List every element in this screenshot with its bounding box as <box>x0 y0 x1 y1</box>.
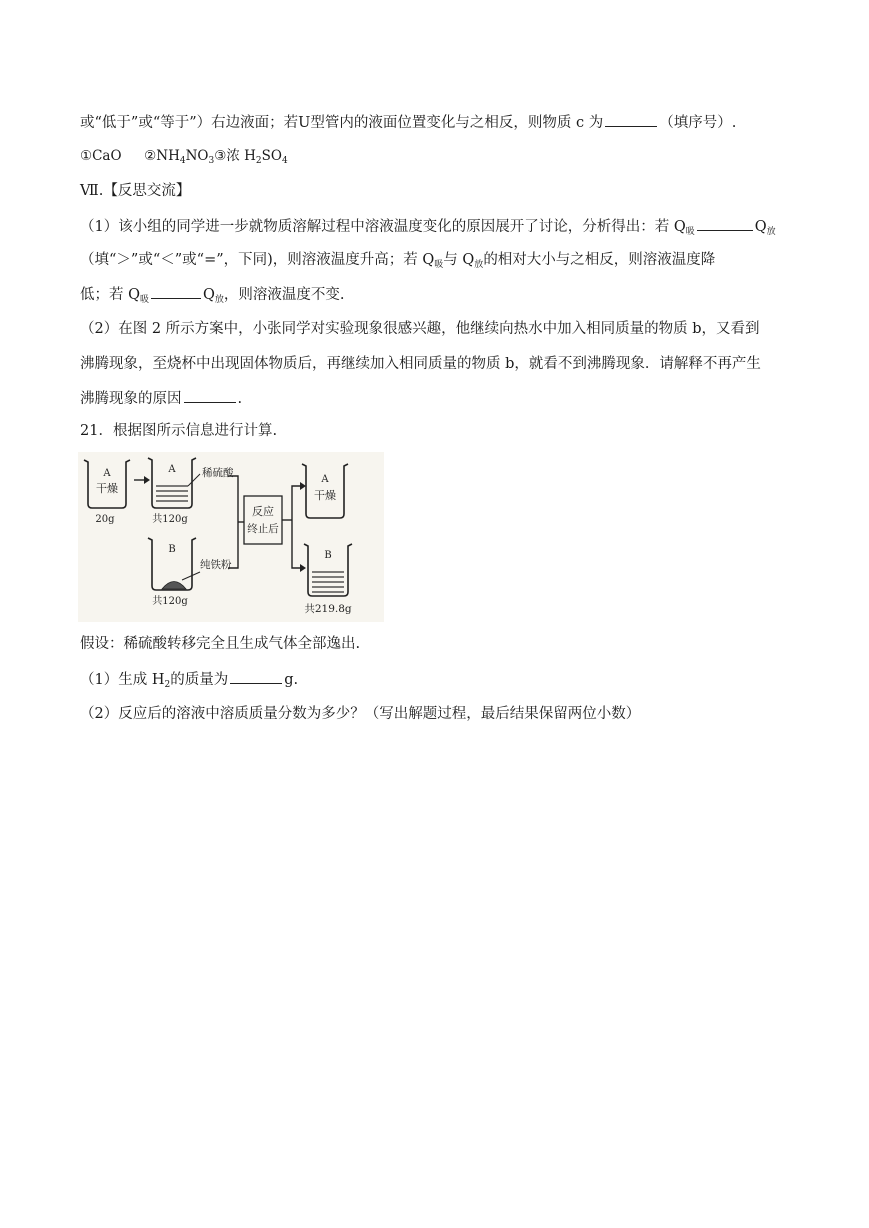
beaker-a-result <box>302 464 348 518</box>
sub-question-2: （2）反应后的溶液中溶质质量分数为多少？（写出解题过程，最后结果保留两位小数） <box>80 706 641 722</box>
bracket-connector <box>228 476 244 568</box>
answer-blank[interactable] <box>605 112 657 127</box>
beaker-b1-mass: 共120g <box>152 596 188 607</box>
question-1-line-2: （填“＞”或“＜”或“=”，下同)，则溶液温度升高；若 $Q_吸$与 $Q_放$的相对大小与之相反，则溶液温度降 <box>80 252 716 270</box>
experiment-diagram <box>78 452 384 622</box>
beaker-b2-label: B <box>324 550 332 561</box>
beaker-a2-label: A <box>168 464 176 475</box>
arrow-right-icon <box>134 476 150 484</box>
answer-blank-q1b[interactable] <box>151 284 201 299</box>
beaker-a1-label: A <box>103 468 111 479</box>
option-b: $②NH_4NO_3$ <box>144 148 215 166</box>
experiment-diagram-svg <box>78 452 384 622</box>
question-21-title: 21．根据图所示信息进行计算. <box>80 423 278 439</box>
answer-blank-q2[interactable] <box>184 388 236 403</box>
beaker-a2-mass: 共120g <box>152 514 188 525</box>
beaker-b-iron <box>148 538 232 607</box>
beaker-a1-mass: 20g <box>95 514 115 525</box>
reaction-box <box>244 496 282 544</box>
iron-label: 纯铁粉 <box>200 559 232 571</box>
beaker-b2-mass: 共219.8g <box>304 603 352 615</box>
paragraph-continuation <box>80 112 736 133</box>
reaction-text-1: 反应 <box>252 505 274 518</box>
paragraph-text: 或“低于”或“等于”）右边液面；若U型管内的液面位置变化与之相反，则物质 c 为 <box>80 115 604 131</box>
option-a: ①CaO <box>80 148 122 164</box>
beaker-a1-text: 干燥 <box>96 482 118 495</box>
beaker-b1-label: B <box>168 544 176 555</box>
arrow-to-results <box>282 482 306 572</box>
beaker-a-acid <box>148 458 234 525</box>
question-1-line-3: 低；若 $Q_吸$ $Q_放$，则溶液温度不变. <box>80 284 345 310</box>
question-2-line-3: 沸腾现象的原因 . <box>80 388 242 409</box>
assumption-text: 假设：稀硫酸转移完全且生成气体全部逸出. <box>80 636 361 652</box>
question-2-line-2: 沸腾现象，至烧杯中出现固体物质后，再继续加入相同质量的物质 b，就看不到沸腾现象．请解释不再产生 <box>80 356 761 372</box>
options-line <box>80 146 288 171</box>
sub-question-1: （1）生成 $H_2$的质量为 g. <box>80 669 298 695</box>
option-c: ③浓 $H_2SO_4$ <box>214 148 288 166</box>
question-2-line-1: （2）在图 2 所示方案中，小张同学对实验现象很感兴趣，他继续向热水中加入相同质量的物质 b，又看到 <box>80 321 760 337</box>
paragraph-text-end: （填序号）. <box>659 115 737 131</box>
question-1-line-1: （1）该小组的同学进一步就物质溶解过程中溶液温度变化的原因展开了讨论，分析得出：若 $Q_吸$ $Q_放$ <box>80 216 776 242</box>
beaker-a3-text: 干燥 <box>314 489 336 502</box>
beaker-a-dry <box>84 460 130 525</box>
answer-blank-h2-mass[interactable] <box>230 669 282 684</box>
beaker-b-result <box>304 544 352 615</box>
acid-label: 稀硫酸 <box>202 467 234 479</box>
beaker-a3-label: A <box>321 474 329 485</box>
section-heading: Ⅶ.【反思交流】 <box>80 183 191 199</box>
answer-blank-q1a[interactable] <box>697 216 753 231</box>
reaction-text-2: 终止后 <box>247 523 279 535</box>
